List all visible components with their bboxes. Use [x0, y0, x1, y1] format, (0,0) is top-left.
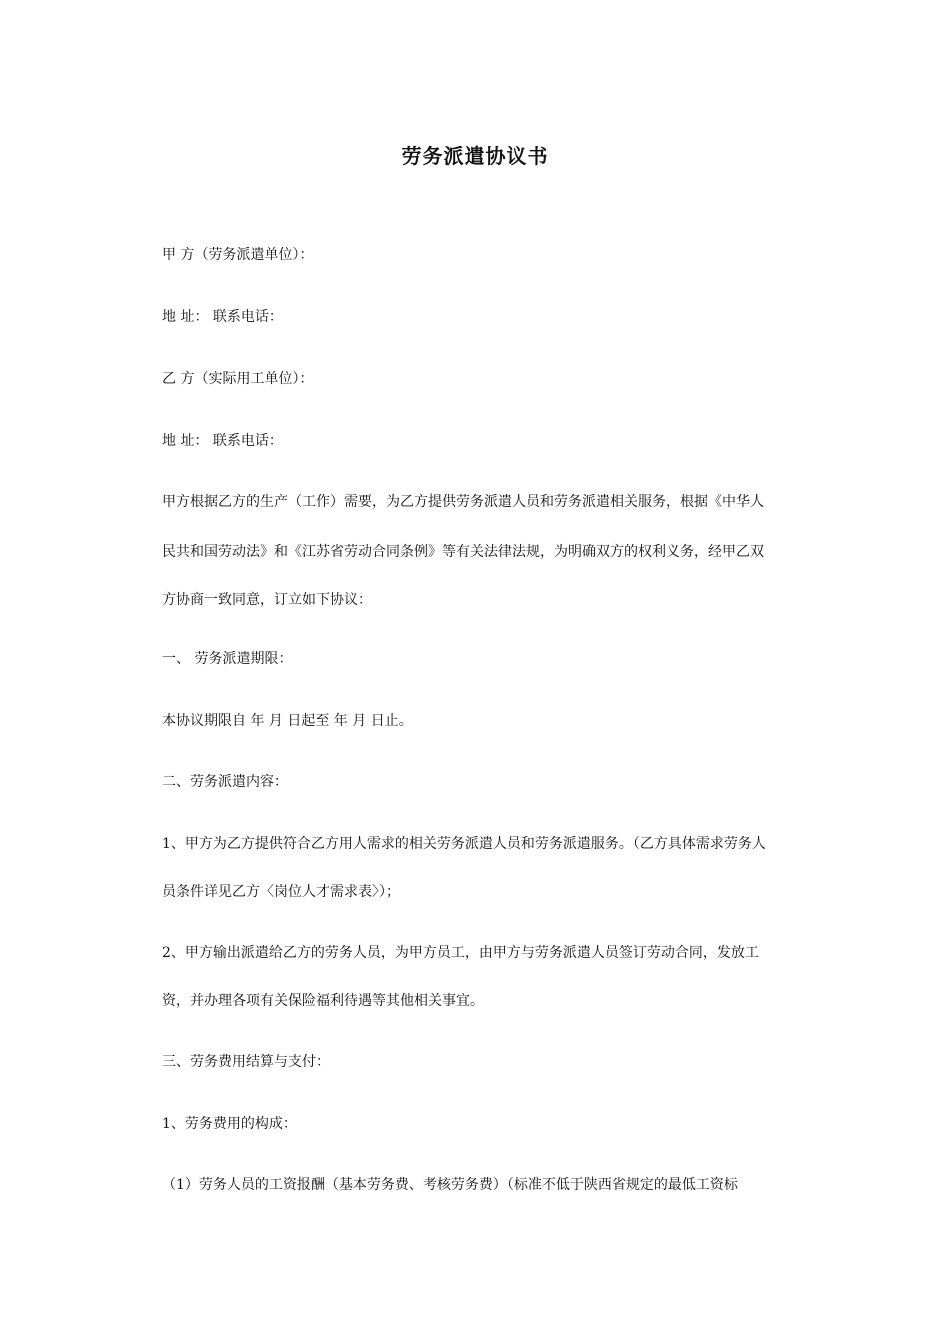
section-1-heading: 一、 劳务派遣期限：: [162, 651, 293, 667]
document-title: 劳务派遣协议书: [401, 144, 549, 168]
section-3-item-1-sub-1: （1）劳务人员的工资报酬（基本劳务费、考核劳务费）（标准不低于陕西省规定的最低工资标: [162, 1177, 738, 1193]
section-2-heading: 二、劳务派遣内容：: [162, 774, 288, 790]
preamble-line-1: 甲方根据乙方的生产（工作）需要，为乙方提供劳务派遣人员和劳务派遣相关服务，根据《中华人: [162, 494, 764, 510]
party-b-address-line: 地 址： 联系电话：: [162, 433, 283, 449]
section-2-item-2-line-1: 2、甲方输出派遣给乙方的劳务人员，为甲方员工，由甲方与劳务派遣人员签订劳动合同，发放工: [162, 945, 759, 961]
section-2-item-1-line-2: 员条件详见乙方〈岗位人才需求表〉）；: [162, 884, 400, 900]
party-a-line: 甲 方（劳务派遣单位）：: [162, 247, 314, 263]
section-1-body: 本协议期限自 年 月 日起至 年 月 日止。: [162, 713, 413, 729]
section-2-item-2-line-2: 资，并办理各项有关保险福利待遇等其他相关事宜。: [162, 993, 484, 1009]
preamble-line-2: 民共和国劳动法》和《江苏省劳动合同条例》等有关法律法规，为明确双方的权利义务，经甲乙双: [162, 544, 764, 560]
party-a-address-line: 地 址： 联系电话：: [162, 309, 283, 325]
section-3-heading: 三、劳务费用结算与支付：: [162, 1054, 330, 1070]
preamble-line-3: 方协商一致同意，订立如下协议：: [162, 592, 372, 608]
section-3-item-1: 1、劳务费用的构成：: [162, 1116, 297, 1132]
party-b-line: 乙 方（实际用工单位）：: [162, 371, 314, 387]
section-2-item-1-line-1: 1、甲方为乙方提供符合乙方用人需求的相关劳务派遣人员和劳务派遣服务。（乙方具体需求劳务人: [162, 836, 766, 852]
